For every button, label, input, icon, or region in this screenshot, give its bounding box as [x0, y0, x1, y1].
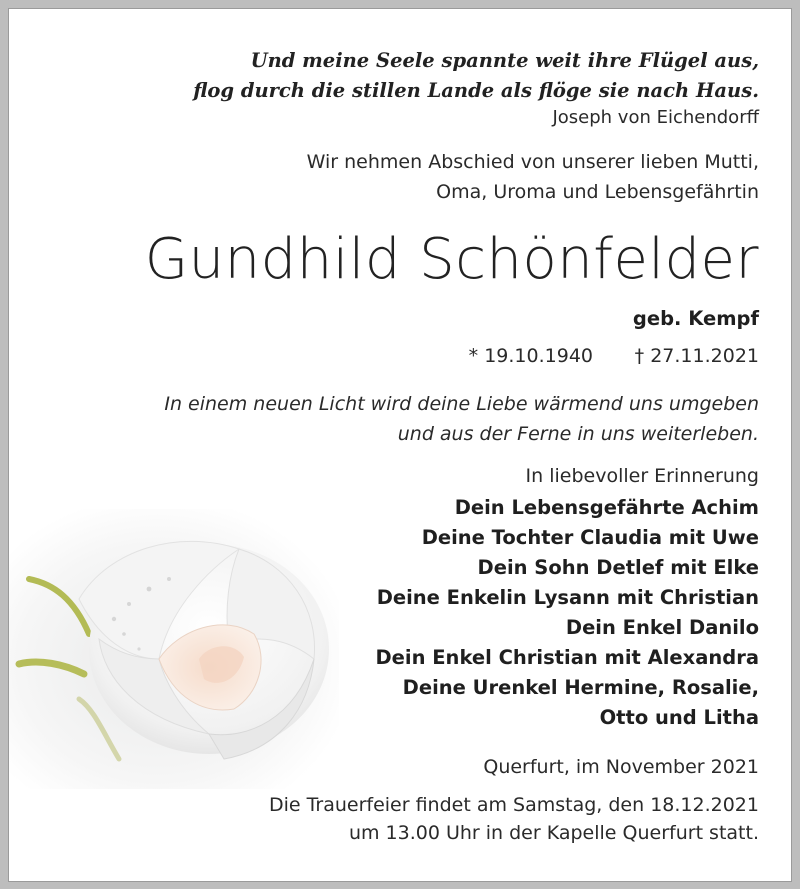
- mourner-line: Dein Enkel Christian mit Alexandra: [375, 646, 759, 669]
- obituary-content: [9, 9, 791, 881]
- obituary-card: [8, 8, 792, 882]
- verse-line-2: und aus der Ferne in uns weiterleben.: [397, 423, 759, 445]
- maiden-name: geb. Kempf: [632, 307, 759, 330]
- mourner-line: Dein Enkel Danilo: [565, 616, 759, 639]
- mourner-line: Deine Tochter Claudia mit Uwe: [421, 526, 759, 549]
- white-rose-image: [9, 509, 339, 789]
- service-line-1: Die Trauerfeier findet am Samstag, den 18.12.2021: [268, 794, 759, 816]
- mourner-line: Deine Urenkel Hermine, Rosalie,: [402, 676, 759, 699]
- mourner-line: Otto und Litha: [599, 706, 759, 729]
- mourner-line: Dein Sohn Detlef mit Elke: [477, 556, 759, 579]
- mourners-heading: In liebevoller Erinnerung: [525, 465, 759, 487]
- birth-date: * 19.10.1940: [468, 345, 593, 367]
- mourner-line: Dein Lebensgefährte Achim: [454, 496, 759, 519]
- quote-line-2: flog durch die stillen Lande als flöge sie nach Haus.: [193, 79, 759, 102]
- intro-line-2: Oma, Uroma und Lebensgefährtin: [436, 181, 759, 203]
- intro-line-1: Wir nehmen Abschied von unserer lieben Mutti,: [306, 151, 759, 173]
- quote-author: Joseph von Eichendorff: [552, 107, 759, 128]
- death-date: † 27.11.2021: [634, 345, 759, 367]
- service-line-2: um 13.00 Uhr in der Kapelle Querfurt statt.: [348, 822, 759, 844]
- quote-line-1: Und meine Seele spannte weit ihre Flügel aus,: [250, 49, 759, 72]
- verse-line-1: In einem neuen Licht wird deine Liebe wärmend uns umgeben: [164, 393, 759, 415]
- deceased-name: Gundhild Schönfelder: [144, 227, 759, 292]
- place-date: Querfurt, im November 2021: [483, 756, 759, 778]
- mourner-line: Deine Enkelin Lysann mit Christian: [376, 586, 759, 609]
